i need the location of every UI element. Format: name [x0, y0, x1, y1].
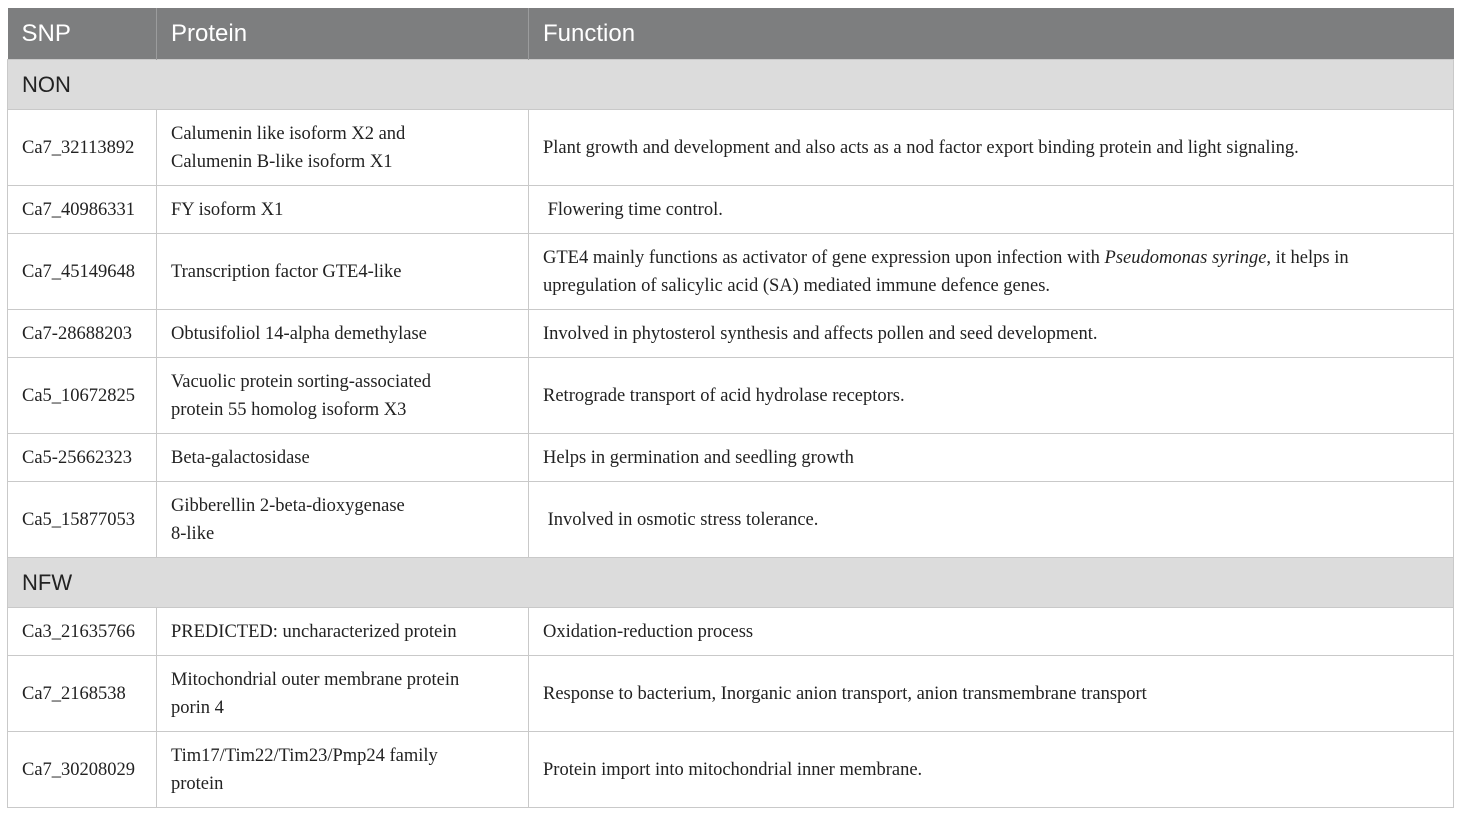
protein-cell: [157, 186, 529, 234]
protein-line: PREDICTED: uncharacterized protein: [171, 621, 457, 642]
snp-cell: Ca7_40986331: [8, 186, 157, 234]
table-row: [8, 186, 1454, 234]
protein-line: Obtusifoliol 14-alpha demethylase: [171, 323, 427, 344]
snp-table: [7, 8, 1454, 808]
table-row: [8, 482, 1454, 558]
function-cell: Involved in phytosterol synthesis and affects pollen and seed development.: [529, 310, 1454, 358]
group-label: NON: [8, 60, 1454, 110]
protein-line: Tim17/Tim22/Tim23/Pmp24 family: [171, 745, 438, 766]
protein-line: porin 4: [171, 697, 224, 718]
table-row: [8, 732, 1454, 808]
snp-cell: Ca7_30208029: [8, 732, 157, 808]
protein-cell: [157, 310, 529, 358]
protein-line: Transcription factor GTE4-like: [171, 261, 402, 282]
header-function: Function: [529, 8, 1454, 60]
header-row: [8, 8, 1454, 60]
table-row: [8, 110, 1454, 186]
function-text: , it helps in upregulation of salicylic acid (SA) mediated immune defence genes.: [543, 247, 1349, 296]
protein-cell: [157, 358, 529, 434]
protein-line: 8-like: [171, 523, 215, 544]
protein-line: Calumenin like isoform X2 and: [171, 123, 406, 144]
protein-line: Gibberellin 2-beta-dioxygenase: [171, 495, 405, 516]
protein-cell: [157, 234, 529, 310]
function-cell: [529, 234, 1454, 310]
group-label: NFW: [8, 558, 1454, 608]
protein-line: Mitochondrial outer membrane protein: [171, 669, 460, 690]
snp-cell: Ca7_2168538: [8, 656, 157, 732]
protein-cell: [157, 434, 529, 482]
function-cell: Protein import into mitochondrial inner membrane.: [529, 732, 1454, 808]
snp-cell: Ca5_15877053: [8, 482, 157, 558]
snp-cell: Ca7-28688203: [8, 310, 157, 358]
protein-line: protein: [171, 773, 224, 794]
function-cell: Retrograde transport of acid hydrolase receptors.: [529, 358, 1454, 434]
protein-line: FY isoform X1: [171, 199, 284, 220]
table-row: [8, 234, 1454, 310]
protein-cell: [157, 608, 529, 656]
protein-line: Vacuolic protein sorting-associated: [171, 371, 431, 392]
protein-cell: [157, 732, 529, 808]
group-row-nfw: [8, 558, 1454, 608]
snp-cell: Ca5_10672825: [8, 358, 157, 434]
function-cell: Oxidation-reduction process: [529, 608, 1454, 656]
protein-cell: [157, 110, 529, 186]
table-row: [8, 656, 1454, 732]
function-cell: Involved in osmotic stress tolerance.: [529, 482, 1454, 558]
species-name: Pseudomonas syringe: [1104, 247, 1267, 268]
function-cell: Response to bacterium, Inorganic anion transport, anion transmembrane transport: [529, 656, 1454, 732]
protein-cell: [157, 482, 529, 558]
function-cell: Plant growth and development and also acts as a nod factor export binding protein and light signaling.: [529, 110, 1454, 186]
table-row: [8, 310, 1454, 358]
protein-line: protein 55 homolog isoform X3: [171, 399, 407, 420]
table-row: [8, 358, 1454, 434]
function-cell: Flowering time control.: [529, 186, 1454, 234]
table-row: [8, 608, 1454, 656]
function-text: GTE4 mainly functions as activator of gene expression upon infection with: [543, 247, 1105, 268]
snp-cell: Ca7_45149648: [8, 234, 157, 310]
table-row: [8, 434, 1454, 482]
header-protein: Protein: [157, 8, 529, 60]
protein-cell: [157, 656, 529, 732]
header-snp: SNP: [8, 8, 157, 60]
protein-line: Beta-galactosidase: [171, 447, 310, 468]
snp-cell: Ca3_21635766: [8, 608, 157, 656]
snp-cell: Ca7_32113892: [8, 110, 157, 186]
snp-cell: Ca5-25662323: [8, 434, 157, 482]
group-row-non: [8, 60, 1454, 110]
protein-line: Calumenin B-like isoform X1: [171, 151, 393, 172]
function-cell: Helps in germination and seedling growth: [529, 434, 1454, 482]
